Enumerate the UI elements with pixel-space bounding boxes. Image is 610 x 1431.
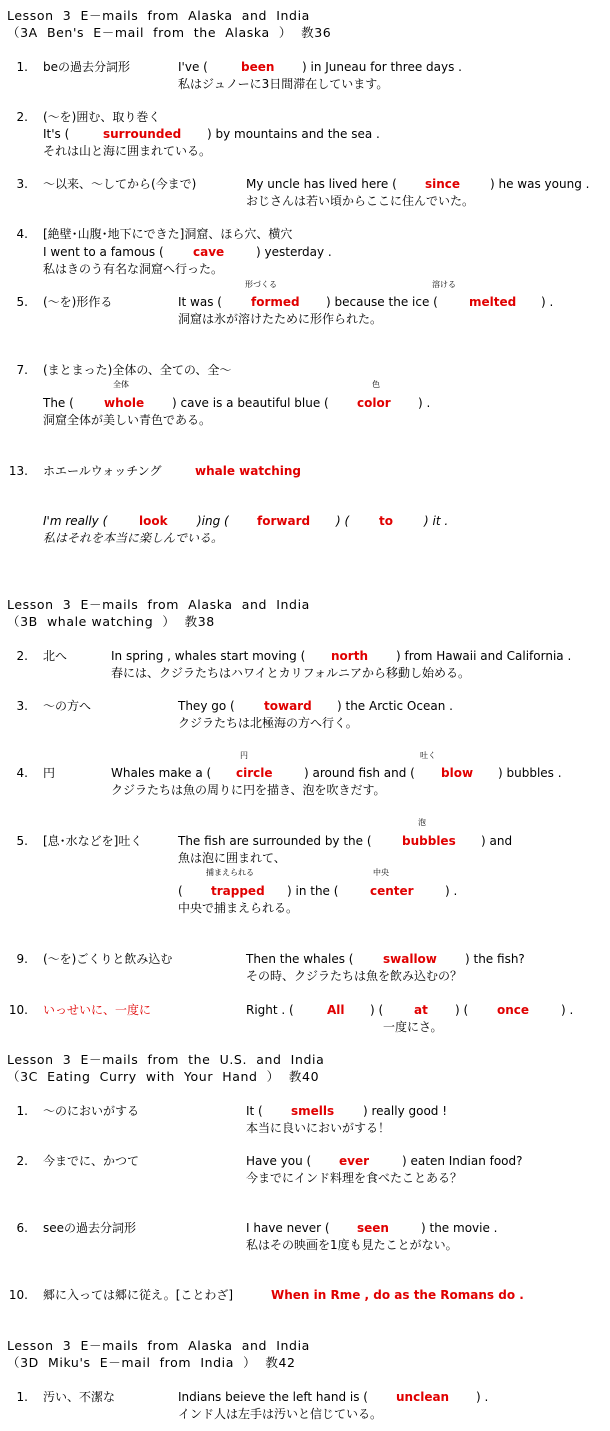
translation: インド人は左手は汚いと信じている。 — [178, 1407, 383, 1421]
answer: north — [331, 649, 368, 663]
translation: 私はきのう有名な洞窟へ行った。 — [43, 262, 224, 276]
item-number: 6. — [16, 1221, 28, 1235]
answer: center — [370, 884, 414, 898]
item-number: 4. — [16, 766, 28, 780]
sentence-post: ) eaten Indian food? — [402, 1154, 523, 1168]
sentence-post: ) it . — [424, 514, 449, 528]
item-label: (～を)ごくりと飲み込む — [43, 952, 173, 966]
item-label: ホエールウォッチング — [43, 464, 162, 478]
sentence-pre: ( — [178, 884, 183, 898]
sentence-mid: )ing ( — [197, 514, 229, 528]
gloss-note: 円 — [240, 751, 248, 760]
gloss-note: 色 — [372, 380, 380, 389]
item-number: 3. — [16, 177, 28, 191]
translation: 私はその映画を1度も見たことがない。 — [246, 1238, 458, 1252]
answer: once — [497, 1003, 530, 1017]
answer: cave — [193, 245, 225, 259]
answer: at — [414, 1003, 428, 1017]
sentence-pre: I'm really ( — [43, 514, 108, 528]
answer: to — [379, 514, 393, 528]
item-number: 7. — [16, 363, 28, 377]
item-label: ～のにおいがする — [43, 1104, 140, 1118]
sentence-post: ) from Hawaii and California . — [396, 649, 572, 663]
sentence-mid: ) ( — [370, 1003, 384, 1017]
sentence-post: ) . — [445, 884, 458, 898]
section-title: Lesson 3 E－mails from Alaska and India — [7, 8, 310, 23]
translation: クジラたちは魚の周りに円を描き、泡を吹きだす。 — [111, 783, 386, 797]
sentence-mid: ) around fish and ( — [304, 766, 415, 780]
sentence-post: ) . — [476, 1390, 489, 1404]
sentence-post: ) bubbles . — [498, 766, 562, 780]
item-number: 2. — [16, 649, 28, 663]
sentence-pre: They go ( — [178, 699, 235, 713]
gloss-note: 捕まえられる — [206, 868, 254, 877]
item-label: ～以来、～してから(今まで) — [43, 177, 197, 191]
item-number: 9. — [16, 952, 28, 966]
translation: それは山と海に囲まれている。 — [43, 144, 212, 158]
sentence-pre: I have never ( — [246, 1221, 330, 1235]
translation: 中央で捕まえられる。 — [178, 901, 299, 915]
sentence-post: ) he was young . — [490, 177, 590, 191]
gloss-note: 形づくる — [245, 280, 277, 289]
answer: since — [425, 177, 461, 191]
answer: blow — [441, 766, 474, 780]
translation: 春には、クジラたちはハワイとカリフォルニアから移動し始める。 — [111, 666, 471, 680]
answer: When in Rme , do as the Romans do . — [271, 1288, 524, 1302]
item-number: 3. — [16, 699, 28, 713]
item-number: 13. — [8, 464, 28, 478]
item-label: 北へ — [43, 649, 68, 663]
answer: trapped — [211, 884, 265, 898]
item-label: [絶壁･山腹･地下にできた]洞窟、ほら穴、横穴 — [43, 227, 293, 241]
sentence-pre: I've ( — [178, 60, 208, 74]
item-number: 1. — [16, 1104, 28, 1118]
translation: クジラたちは北極海の方へ行く。 — [178, 716, 358, 730]
sentence-pre: The fish are surrounded by the ( — [178, 834, 372, 848]
item-label: 郷に入っては郷に従え。[ことわざ] — [43, 1288, 234, 1302]
answer: unclean — [396, 1390, 450, 1404]
item-number: 5. — [16, 295, 28, 309]
item-number: 10. — [8, 1288, 28, 1302]
item-number: 2. — [16, 110, 28, 124]
answer: melted — [469, 295, 517, 309]
item-label: 汚い、不潔な — [43, 1390, 116, 1404]
item-label: 今までに、かつて — [43, 1154, 140, 1168]
sentence-pre: The ( — [43, 396, 74, 410]
item-label: beの過去分詞形 — [43, 60, 131, 74]
sentence-post: ) really good ! — [363, 1104, 448, 1118]
item-number: 4. — [16, 227, 28, 241]
sentence-post: ) yesterday . — [256, 245, 332, 259]
sentence-post: ) . — [541, 295, 554, 309]
item-number: 1. — [16, 60, 28, 74]
sentence-pre: Indians beieve the left hand is ( — [178, 1390, 368, 1404]
sentence-mid: ) because the ice ( — [326, 295, 438, 309]
gloss-note: 中央 — [373, 868, 389, 877]
item-number: 5. — [16, 834, 28, 848]
answer: circle — [236, 766, 273, 780]
translation: 洞窟は氷が溶けたために形作られた。 — [178, 312, 383, 326]
translation: 一度にさ。 — [383, 1020, 443, 1034]
answer: forward — [257, 514, 311, 528]
answer: color — [357, 396, 391, 410]
item-number: 10. — [8, 1003, 28, 1017]
gloss-note: 吐く — [420, 751, 436, 760]
section-subtitle: （3D Miku's E－mail from India ） 教42 — [7, 1355, 296, 1370]
sentence-post: ) and — [481, 834, 513, 848]
sentence-pre: Have you ( — [246, 1154, 312, 1168]
sentence-pre: In spring , whales start moving ( — [111, 649, 306, 663]
answer: whale watching — [195, 464, 301, 478]
answer: smells — [291, 1104, 335, 1118]
sentence-pre: It was ( — [178, 295, 222, 309]
answer: ever — [339, 1154, 370, 1168]
item-label: ～の方へ — [43, 699, 92, 713]
gloss-note: 泡 — [418, 818, 426, 827]
sentence-post: ) the fish? — [465, 952, 525, 966]
answer: look — [139, 514, 168, 528]
answer: formed — [251, 295, 300, 309]
answer: toward — [264, 699, 312, 713]
sentence-mid: ) ( — [455, 1003, 469, 1017]
item-label: seeの過去分詞形 — [43, 1221, 137, 1235]
section-subtitle: （3A Ben's E－mail from the Alaska ） 教36 — [7, 25, 332, 40]
section-title: Lesson 3 E－mails from Alaska and India — [7, 597, 310, 612]
item-label: (～を)形作る — [43, 295, 113, 309]
translation: 私はジュノーに3日間滞在しています。 — [178, 77, 389, 91]
answer: swallow — [383, 952, 437, 966]
sentence-mid: ) ( — [336, 514, 350, 528]
sentence-post: ) in Juneau for three days . — [302, 60, 462, 74]
answer: bubbles — [402, 834, 456, 848]
sentence-pre: It's ( — [43, 127, 70, 141]
item-number: 1. — [16, 1390, 28, 1404]
item-label: (まとまった)全体の、全ての、全～ — [43, 363, 232, 377]
sentence-mid: ) in the ( — [287, 884, 339, 898]
item-label: いっせいに、一度に — [43, 1003, 152, 1017]
answer: been — [241, 60, 275, 74]
item-number: 2. — [16, 1154, 28, 1168]
sentence-pre: It ( — [246, 1104, 263, 1118]
translation: 今までにインド料理を食べたことある？ — [246, 1171, 463, 1185]
item-label: (～を)囲む、取り巻く — [43, 110, 161, 124]
sentence-pre: I went to a famous ( — [43, 245, 164, 259]
gloss-note: 全体 — [113, 380, 129, 389]
gloss-note: 溶ける — [432, 280, 456, 289]
sentence-post: ) the movie . — [421, 1221, 498, 1235]
sentence-pre: Right . ( — [246, 1003, 294, 1017]
answer: whole — [104, 396, 145, 410]
section-subtitle: （3C Eating Curry with Your Hand ） 教40 — [7, 1069, 320, 1084]
item-label: 円 — [43, 766, 56, 780]
answer: seen — [357, 1221, 389, 1235]
translation: 本当に良いにおいがする！ — [246, 1121, 391, 1135]
section-subtitle: （3B whale watching ） 教38 — [7, 614, 215, 629]
answer: surrounded — [103, 127, 182, 141]
translation: おじさんは若い頃からここに住んでいた。 — [246, 194, 475, 208]
translation: 私はそれを本当に楽しんでいる。 — [43, 531, 224, 545]
translation: 洞窟全体が美しい青色である。 — [43, 413, 212, 427]
item-label: [息･水などを]吐く — [43, 834, 143, 848]
translation: その時、クジラたちは魚を飲み込むの？ — [246, 969, 463, 983]
sentence-pre: Then the whales ( — [246, 952, 354, 966]
section-title: Lesson 3 E－mails from Alaska and India — [7, 1338, 310, 1353]
section-title: Lesson 3 E－mails from the U.S. and India — [7, 1052, 325, 1067]
sentence-post: ) . — [418, 396, 431, 410]
sentence-mid: ) cave is a beautiful blue ( — [172, 396, 329, 410]
sentence-post: ) by mountains and the sea . — [207, 127, 380, 141]
sentence-pre: Whales make a ( — [111, 766, 212, 780]
sentence-pre: My uncle has lived here ( — [246, 177, 397, 191]
sentence-post: ) the Arctic Ocean . — [337, 699, 453, 713]
sentence-post: ) . — [561, 1003, 574, 1017]
translation: 魚は泡に囲まれて、 — [178, 851, 286, 865]
answer: All — [327, 1003, 345, 1017]
